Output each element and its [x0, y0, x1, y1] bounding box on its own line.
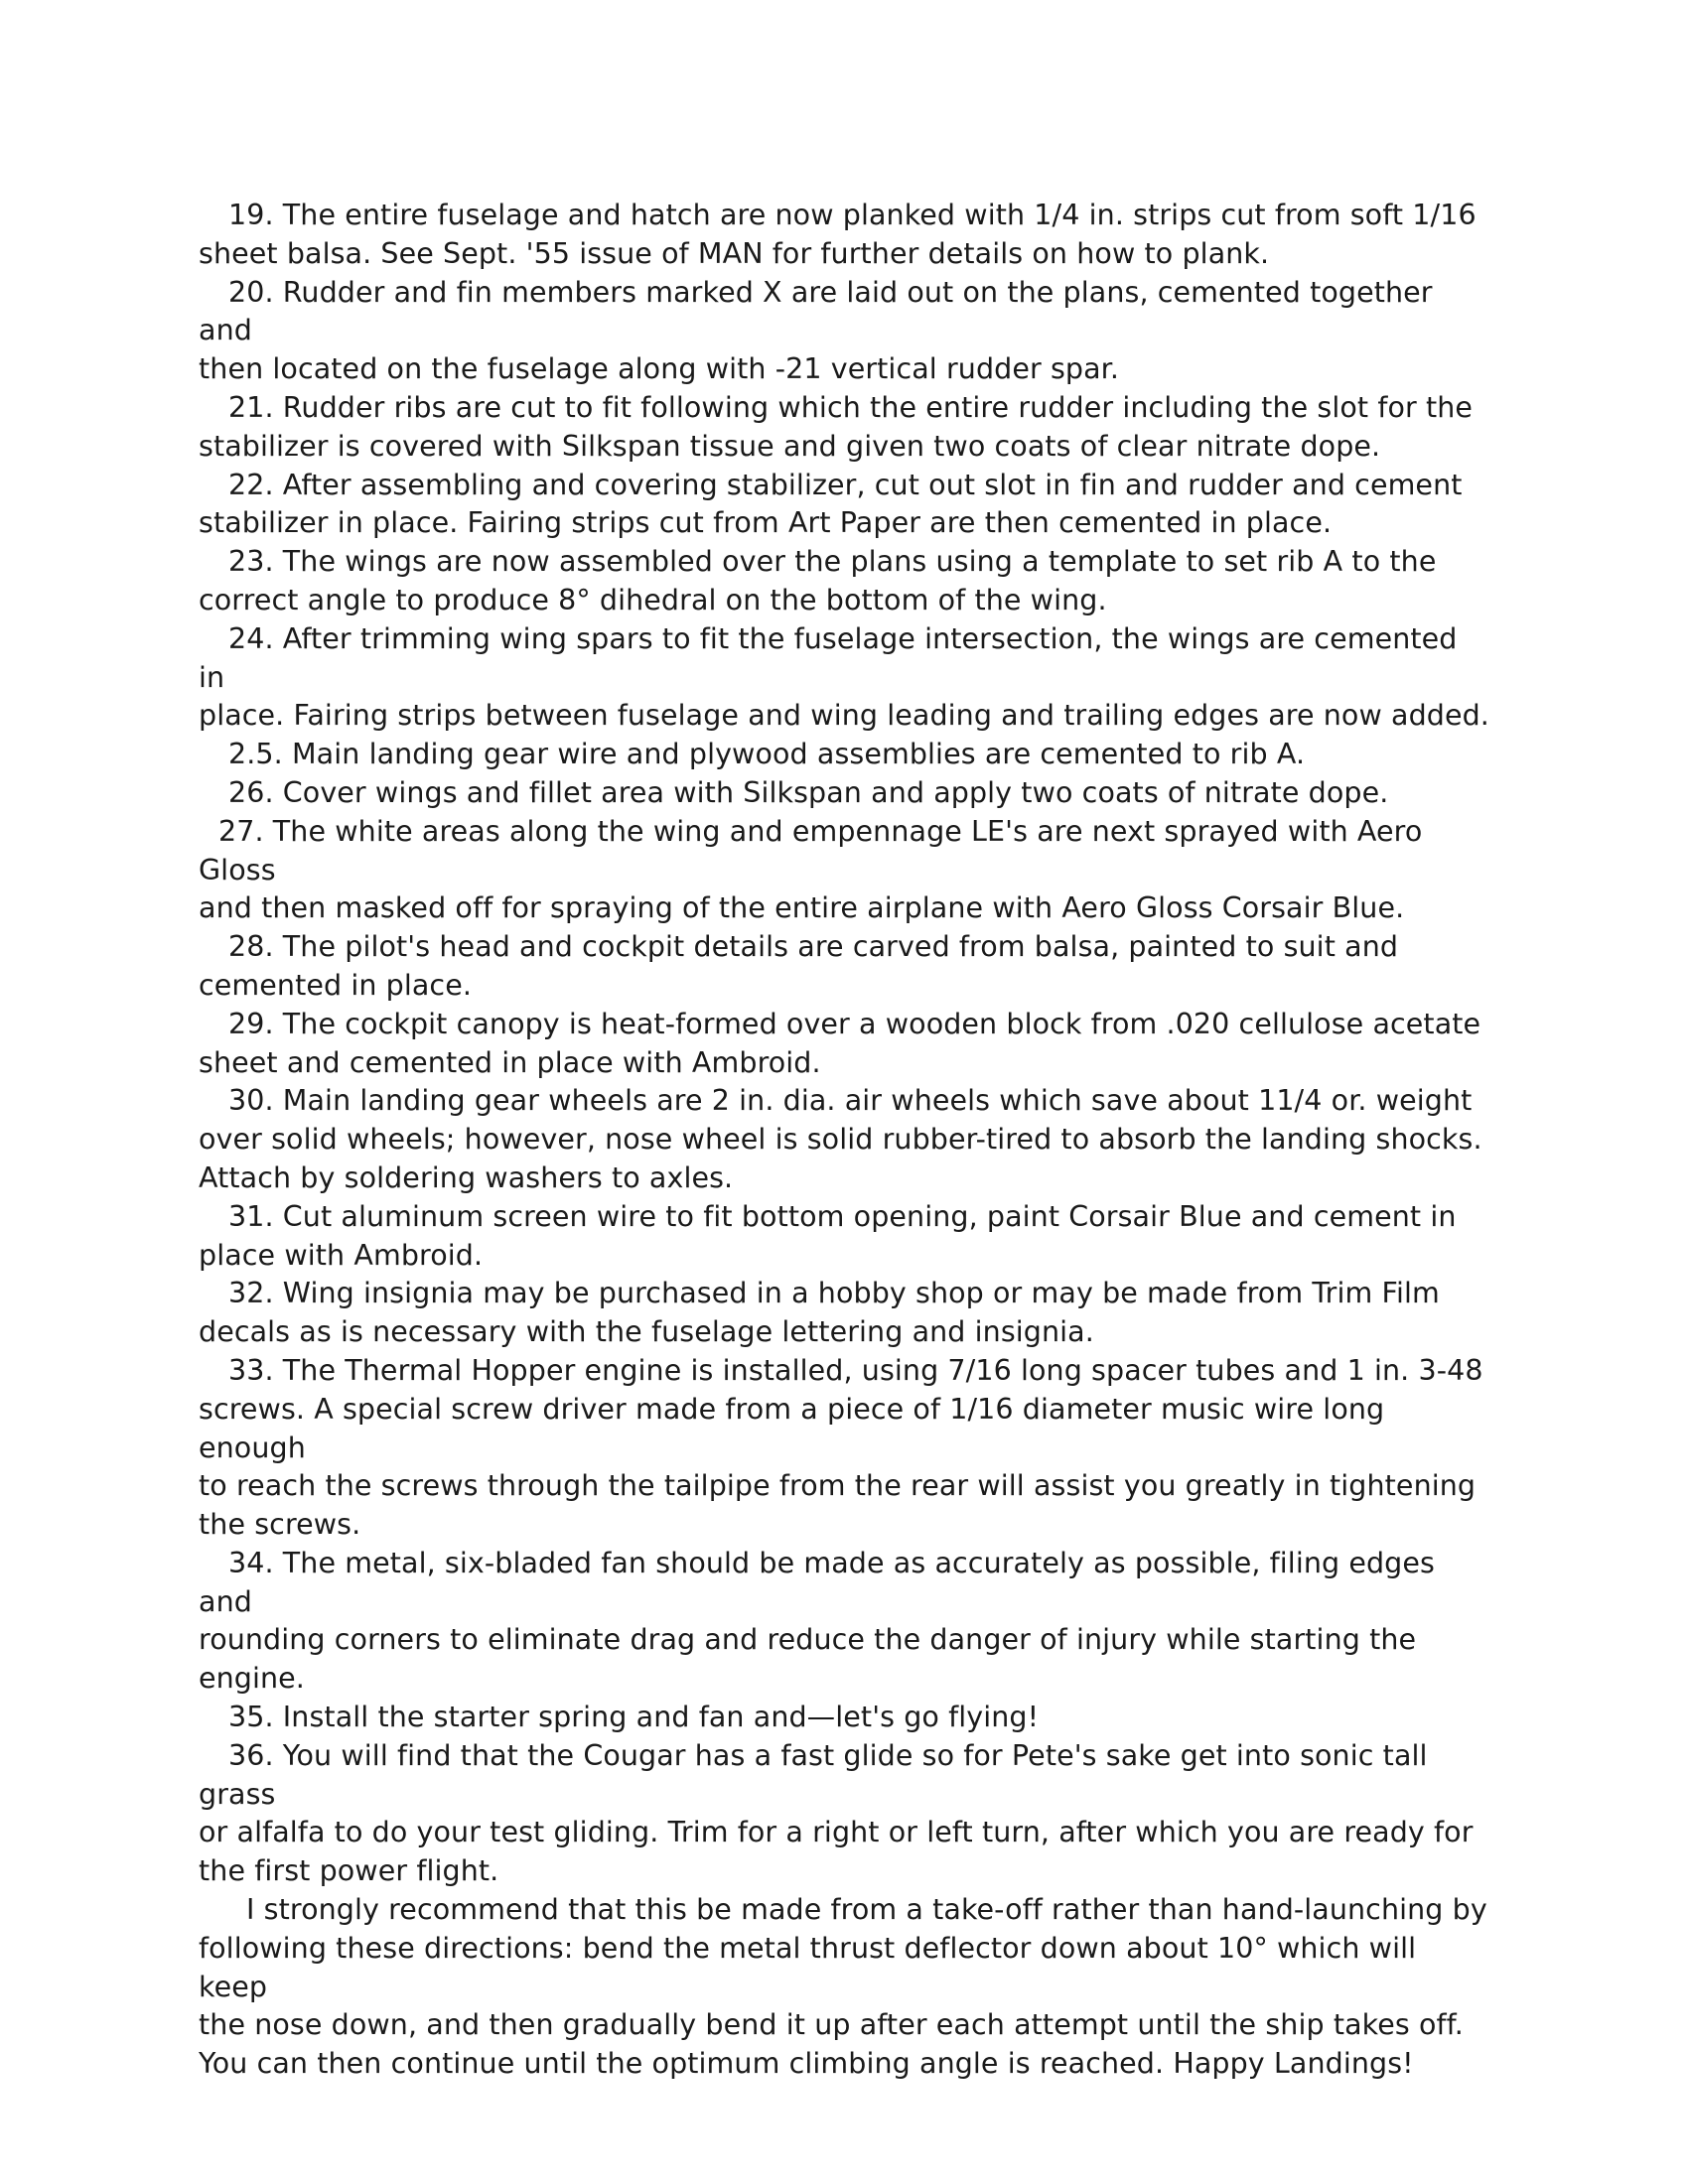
step-text: Main landing gear wire and plywood assemblies are cemented to rib A. — [291, 738, 1306, 771]
step-text: Wing insignia may be purchased in a hobby shop or may be made from Trim Film decals as is necessary with the fuselage lettering and insignia. — [199, 1277, 1440, 1349]
step-number: 27. — [218, 814, 264, 848]
step-text: The metal, six-bladed fan should be made as accurately as possible, filing edges and rounding corners to eliminate drag and reduce the danger of injury while starting the engine. — [199, 1546, 1435, 1696]
step-number: 23. — [228, 545, 274, 579]
step-text: After assembling and covering stabilizer, cut out slot in fin and rudder and cement stabilizer in place. Fairing strips cut from Art Paper are then cemented in place. — [199, 468, 1463, 540]
step-27 — [199, 813, 1489, 928]
step-34 — [199, 1545, 1489, 1699]
step-text: Cover wings and fillet area with Silkspan and apply two coats of nitrate dope. — [282, 775, 1389, 809]
step-text: The wings are now assembled over the plans using a template to set rib A to the correct angle to produce 8° dihedral on the bottom of the wing. — [199, 545, 1437, 616]
step-text: You will find that the Cougar has a fast glide so for Pete's sake get into sonic tall grass or alfalfa to do your test gliding. Trim for a right or left turn, after which you are ready for the first power flight. — [199, 1738, 1474, 1888]
step-text: After trimming wing spars to fit the fuselage intersection, the wings are cemented in place. Fairing strips between fuselage and wing leading and trailing edges are now added. — [199, 621, 1489, 733]
step-text: Install the starter spring and fan and—let's go flying! — [282, 1701, 1040, 1734]
step-number: 24. — [228, 621, 274, 655]
step-25 — [199, 736, 1489, 774]
step-text: Cut aluminum screen wire to fit bottom opening, paint Corsair Blue and cement in place with Ambroid. — [199, 1199, 1457, 1272]
step-26 — [199, 774, 1489, 813]
step-29 — [199, 1006, 1489, 1083]
step-number: 30. — [228, 1084, 274, 1118]
step-text: Rudder ribs are cut to fit following which the entire rudder including the slot for the stabilizer is covered with Silkspan tissue and given two coats of clear nitrate dope. — [199, 390, 1474, 463]
step-number: 20. — [228, 275, 274, 309]
step-28 — [199, 928, 1489, 1006]
closing-paragraph: I strongly recommend that this be made from a take-off rather than hand-launching by following these directions: bend the metal thrust deflector down about 10° which will keep the nose down, and then gradually bend it up after each attempt until the ship takes off. You can then continue until the optimum climbing angle is reached. Happy Landings! — [199, 1893, 1487, 2081]
step-33 — [199, 1352, 1489, 1545]
step-32 — [199, 1275, 1489, 1352]
step-number: 34. — [228, 1546, 274, 1579]
step-35 — [199, 1699, 1489, 1737]
step-19 — [199, 197, 1489, 274]
step-number: 29. — [228, 1007, 274, 1040]
step-text: The cockpit canopy is heat-formed over a wooden block from .020 cellulose acetate sheet and cemented in place with Ambroid. — [199, 1007, 1481, 1079]
step-number: 33. — [228, 1353, 274, 1387]
step-number: 21. — [228, 390, 274, 424]
step-36 — [199, 1737, 1489, 1891]
step-number: 36. — [228, 1738, 274, 1772]
step-30 — [199, 1082, 1489, 1197]
step-24 — [199, 620, 1489, 736]
step-number: 22. — [228, 468, 274, 501]
step-text: The entire fuselage and hatch are now planked with 1/4 in. strips cut from soft 1/16 sheet balsa. See Sept. '55 issue of MAN for further details on how to plank. — [199, 199, 1477, 270]
step-number: 2.5. — [228, 738, 283, 771]
step-number: 32. — [228, 1277, 274, 1310]
step-text: Main landing gear wheels are 2 in. dia. air wheels which save about 11/4 or. weight over solid wheels; however, nose wheel is solid rubber-tired to absorb the landing shocks. Attach by soldering washers to axles. — [199, 1084, 1482, 1194]
step-22 — [199, 467, 1489, 544]
step-text: The white areas along the wing and empennage LE's are next sprayed with Aero Gloss and then masked off for spraying of the entire airplane with Aero Gloss Corsair Blue. — [199, 814, 1423, 925]
instructions-page — [199, 197, 1489, 2084]
step-20 — [199, 274, 1489, 389]
step-number: 35. — [228, 1701, 274, 1734]
step-text: The pilot's head and cockpit details are carved from balsa, painted to suit and cemented in place. — [199, 930, 1399, 1002]
step-21 — [199, 389, 1489, 467]
step-number: 19. — [228, 199, 274, 231]
step-number: 26. — [228, 775, 274, 809]
step-31 — [199, 1198, 1489, 1276]
step-text: The Thermal Hopper engine is installed, using 7/16 long spacer tubes and 1 in. 3-48 screws. A special screw driver made from a piece of 1/16 diameter music wire long enough to reach the screws through the tailpipe from the rear will assist you greatly in tightening the screws. — [199, 1353, 1483, 1542]
step-number: 28. — [228, 930, 274, 964]
step-23 — [199, 543, 1489, 620]
step-text: Rudder and fin members marked X are laid out on the plans, cemented together and then located on the fuselage along with -21 vertical rudder spar. — [199, 275, 1433, 386]
step-number: 31. — [228, 1199, 274, 1233]
